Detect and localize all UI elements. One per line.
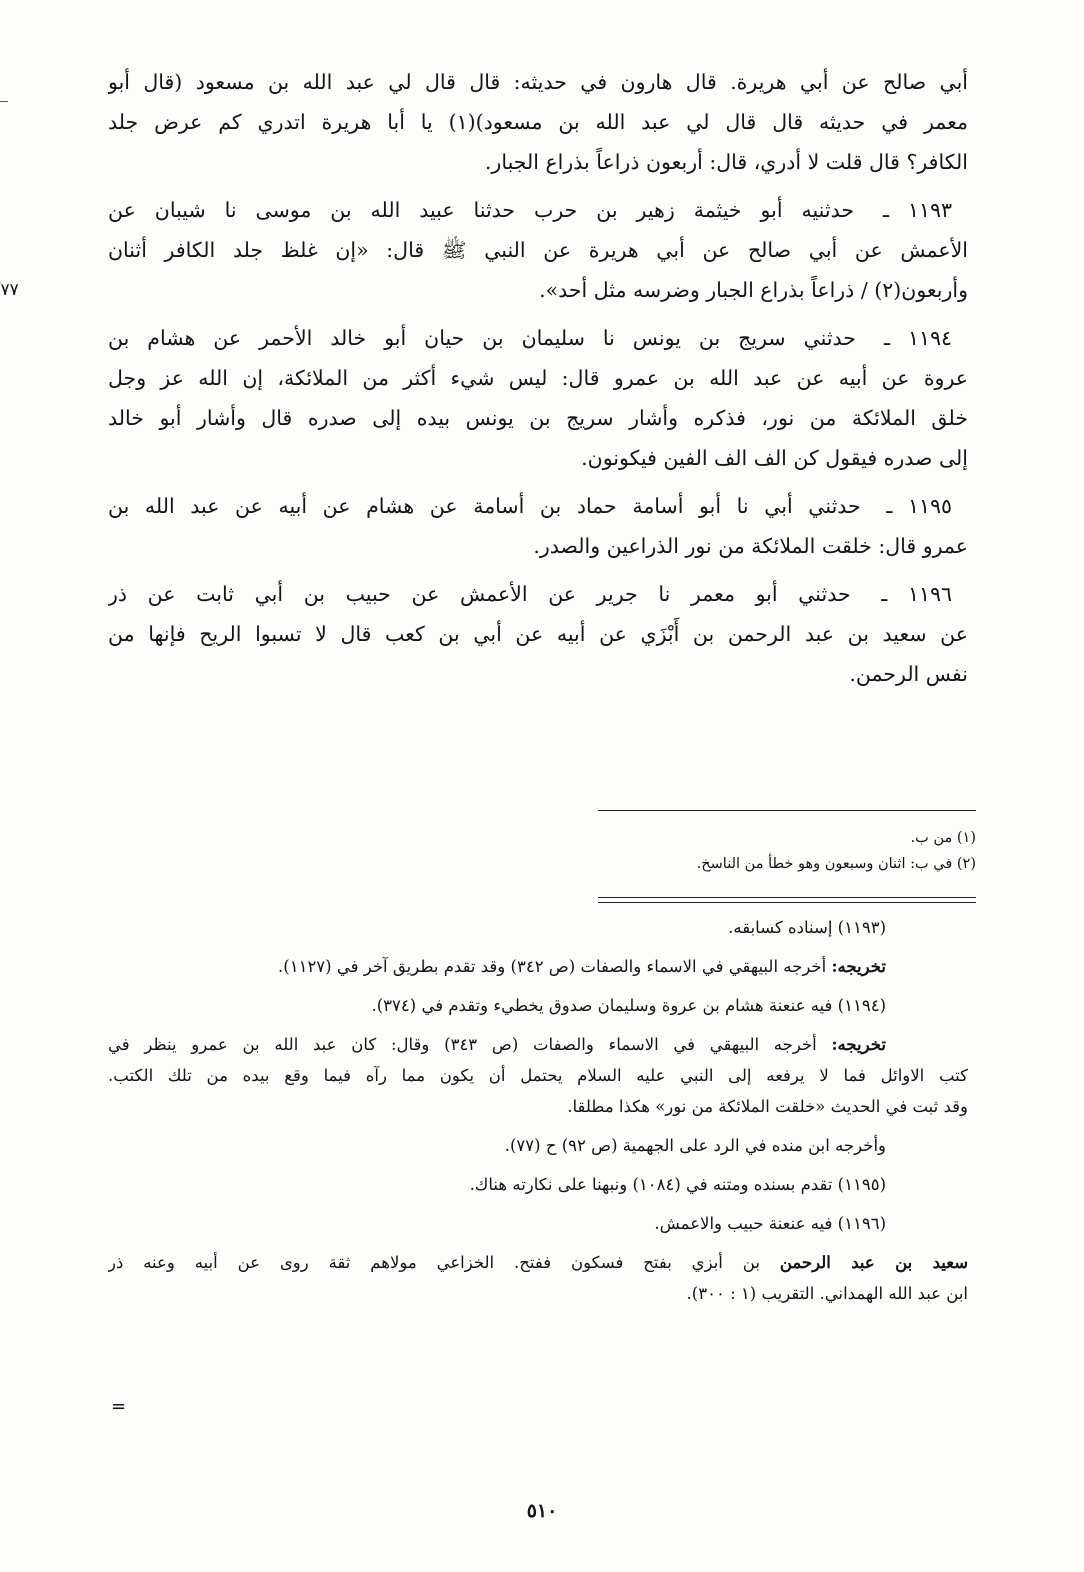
text-line: معمر في حديثه قال قال لي عبد الله بن مسعود)(١) يا أبا هريرة اتدري كم عرض جلد (108, 110, 968, 134)
takhrij-1194 (108, 1029, 968, 1122)
hadith-number: ١١٩٦ ـ (881, 582, 952, 606)
footnote-1: (١) من ب. (910, 830, 976, 846)
narrator-name: سعيد بن عبد الرحمن (779, 1253, 968, 1272)
text-line: ١١٩٦ ـ حدثني أبو معمر نا جرير عن الأعمش عن حبيب بن أبي ثابت عن ذر (108, 582, 952, 606)
text-line: عن سعيد بن عبد الرحمن بن أَبْزَي عن أبيه عن أبي بن كعب قال لا تسبوا الريح فإنها من (108, 622, 968, 646)
note-1193: (١١٩٣) إسناده كسابقه. (728, 918, 886, 937)
text-line: أبي صالح عن أبي هريرة. قال هارون في حديثه: قال قال لي عبد الله بن مسعود (قال أبو (108, 70, 968, 94)
margin-tick (0, 101, 8, 102)
text-line: الكافر؟ قال قلت لا أدري، قال: أربعون ذراعاً بذراع الجبار. (484, 150, 968, 174)
manuscript-folio-note: ٧٧ (0, 280, 19, 300)
text-line: ١١٩٥ ـ حدثني أبي نا أبو أسامة حماد بن أسامة عن هشام عن أبيه عن عبد الله بن (108, 494, 952, 518)
note-1196: (١١٩٦) فيه عنعنة حبيب والاعمش. (654, 1214, 886, 1233)
text-line: سعيد بن عبد الرحمن بن أبزي بفتح فسكون ففتح. الخزاعي مولاهم ثقة روى عن أبيه وعنه ذر (108, 1253, 968, 1272)
text-line: عمرو قال: خلقت الملائكة من نور الذراعين والصدر. (533, 534, 968, 558)
text-line: نفس الرحمن. (849, 662, 968, 686)
continuation-mark: = (111, 1396, 127, 1417)
note-1195: (١١٩٥) تقدم بسنده ومتنه في (١٠٨٤) ونبهنا على نكارته هناك. (469, 1175, 886, 1194)
text-line: ١١٩٣ ـ حدثنيه أبو خيثمة زهير بن حرب حدثنا عبيد الله بن موسى نا شيبان عن (108, 198, 952, 222)
hadith-number: ١١٩٥ ـ (886, 494, 952, 518)
commentary-separator (598, 897, 976, 903)
takhrij-ibn-mandah: وأخرجه ابن منده في الرد على الجهمية (ص ٩٢) ح (٧٧). (504, 1136, 886, 1155)
hadith-number: ١١٩٤ ـ (883, 326, 952, 350)
text-line: تخريجه: أخرجه البيهقي في الاسماء والصفات (ص ٣٤٣) وقال: كان عبد الله بن عمرو ينظر في (108, 1035, 886, 1054)
footnote-separator (598, 810, 976, 811)
text-line: ابن عبد الله الهمداني. التقريب (١ : ٣٠٠). (686, 1284, 968, 1303)
hadith-1196 (108, 574, 968, 694)
paragraph-continuation (108, 62, 968, 182)
text-line: وقد ثبت في الحديث «خلقت الملائكة من نور» هكذا مطلقا. (567, 1097, 968, 1116)
takhrij-label: تخريجه: (831, 1035, 886, 1054)
text-line: عروة عن أبيه عن عبد الله بن عمرو قال: ليس شيء أكثر من الملائكة، إن الله عز وجل (108, 366, 968, 390)
takhrij-1193: تخريجه: أخرجه البيهقي في الاسماء والصفات (ص ٣٤٢) وقد تقدم بطريق آخر في (١١٢٧). (278, 957, 886, 976)
hadith-1193 (0, 190, 968, 310)
hadith-1194 (108, 318, 968, 478)
text-line: إلى صدره فيقول كن الف الف الفين فيكونون. (581, 446, 968, 470)
note-1194: (١١٩٤) فيه عنعنة هشام بن عروة وسليمان صدوق يخطيء وتقدم في (٣٧٤). (371, 996, 886, 1015)
text-line: كتب الاوائل فما لا يرفعه إلى النبي عليه السلام يحتمل أن يكون مما رآه فيما وقع بيده من تلك الكتب. (108, 1066, 968, 1085)
footnote-2: (٢) في ب: اثنان وسبعون وهو خطأ من الناسخ. (696, 856, 976, 872)
commentary (108, 912, 968, 1317)
text-line: الأعمش عن أبي صالح عن أبي هريرة عن النبي ﷺ قال: «إن غلظ جلد الكافر أثنان (108, 238, 968, 262)
text-line: وأربعون(٢) / ذراعاً بذراع الجبار وضرسه مثل أحد». (539, 278, 968, 302)
narrator-note (108, 1247, 968, 1309)
takhrij-label: تخريجه: (831, 957, 886, 976)
hadith-1195 (108, 486, 968, 566)
hadith-number: ١١٩٣ ـ (882, 198, 952, 222)
main-text (0, 62, 968, 702)
page-number: ٥١٠ (526, 1500, 558, 1522)
text-line: ١١٩٤ ـ حدثني سريج بن يونس نا سليمان بن حيان أبو خالد الأحمر عن هشام بن (108, 326, 952, 350)
text-line: خلق الملائكة من نور، فذكره وأشار سريج بن يونس بيده إلى صدره قال وأشار أبو خالد (108, 406, 968, 430)
